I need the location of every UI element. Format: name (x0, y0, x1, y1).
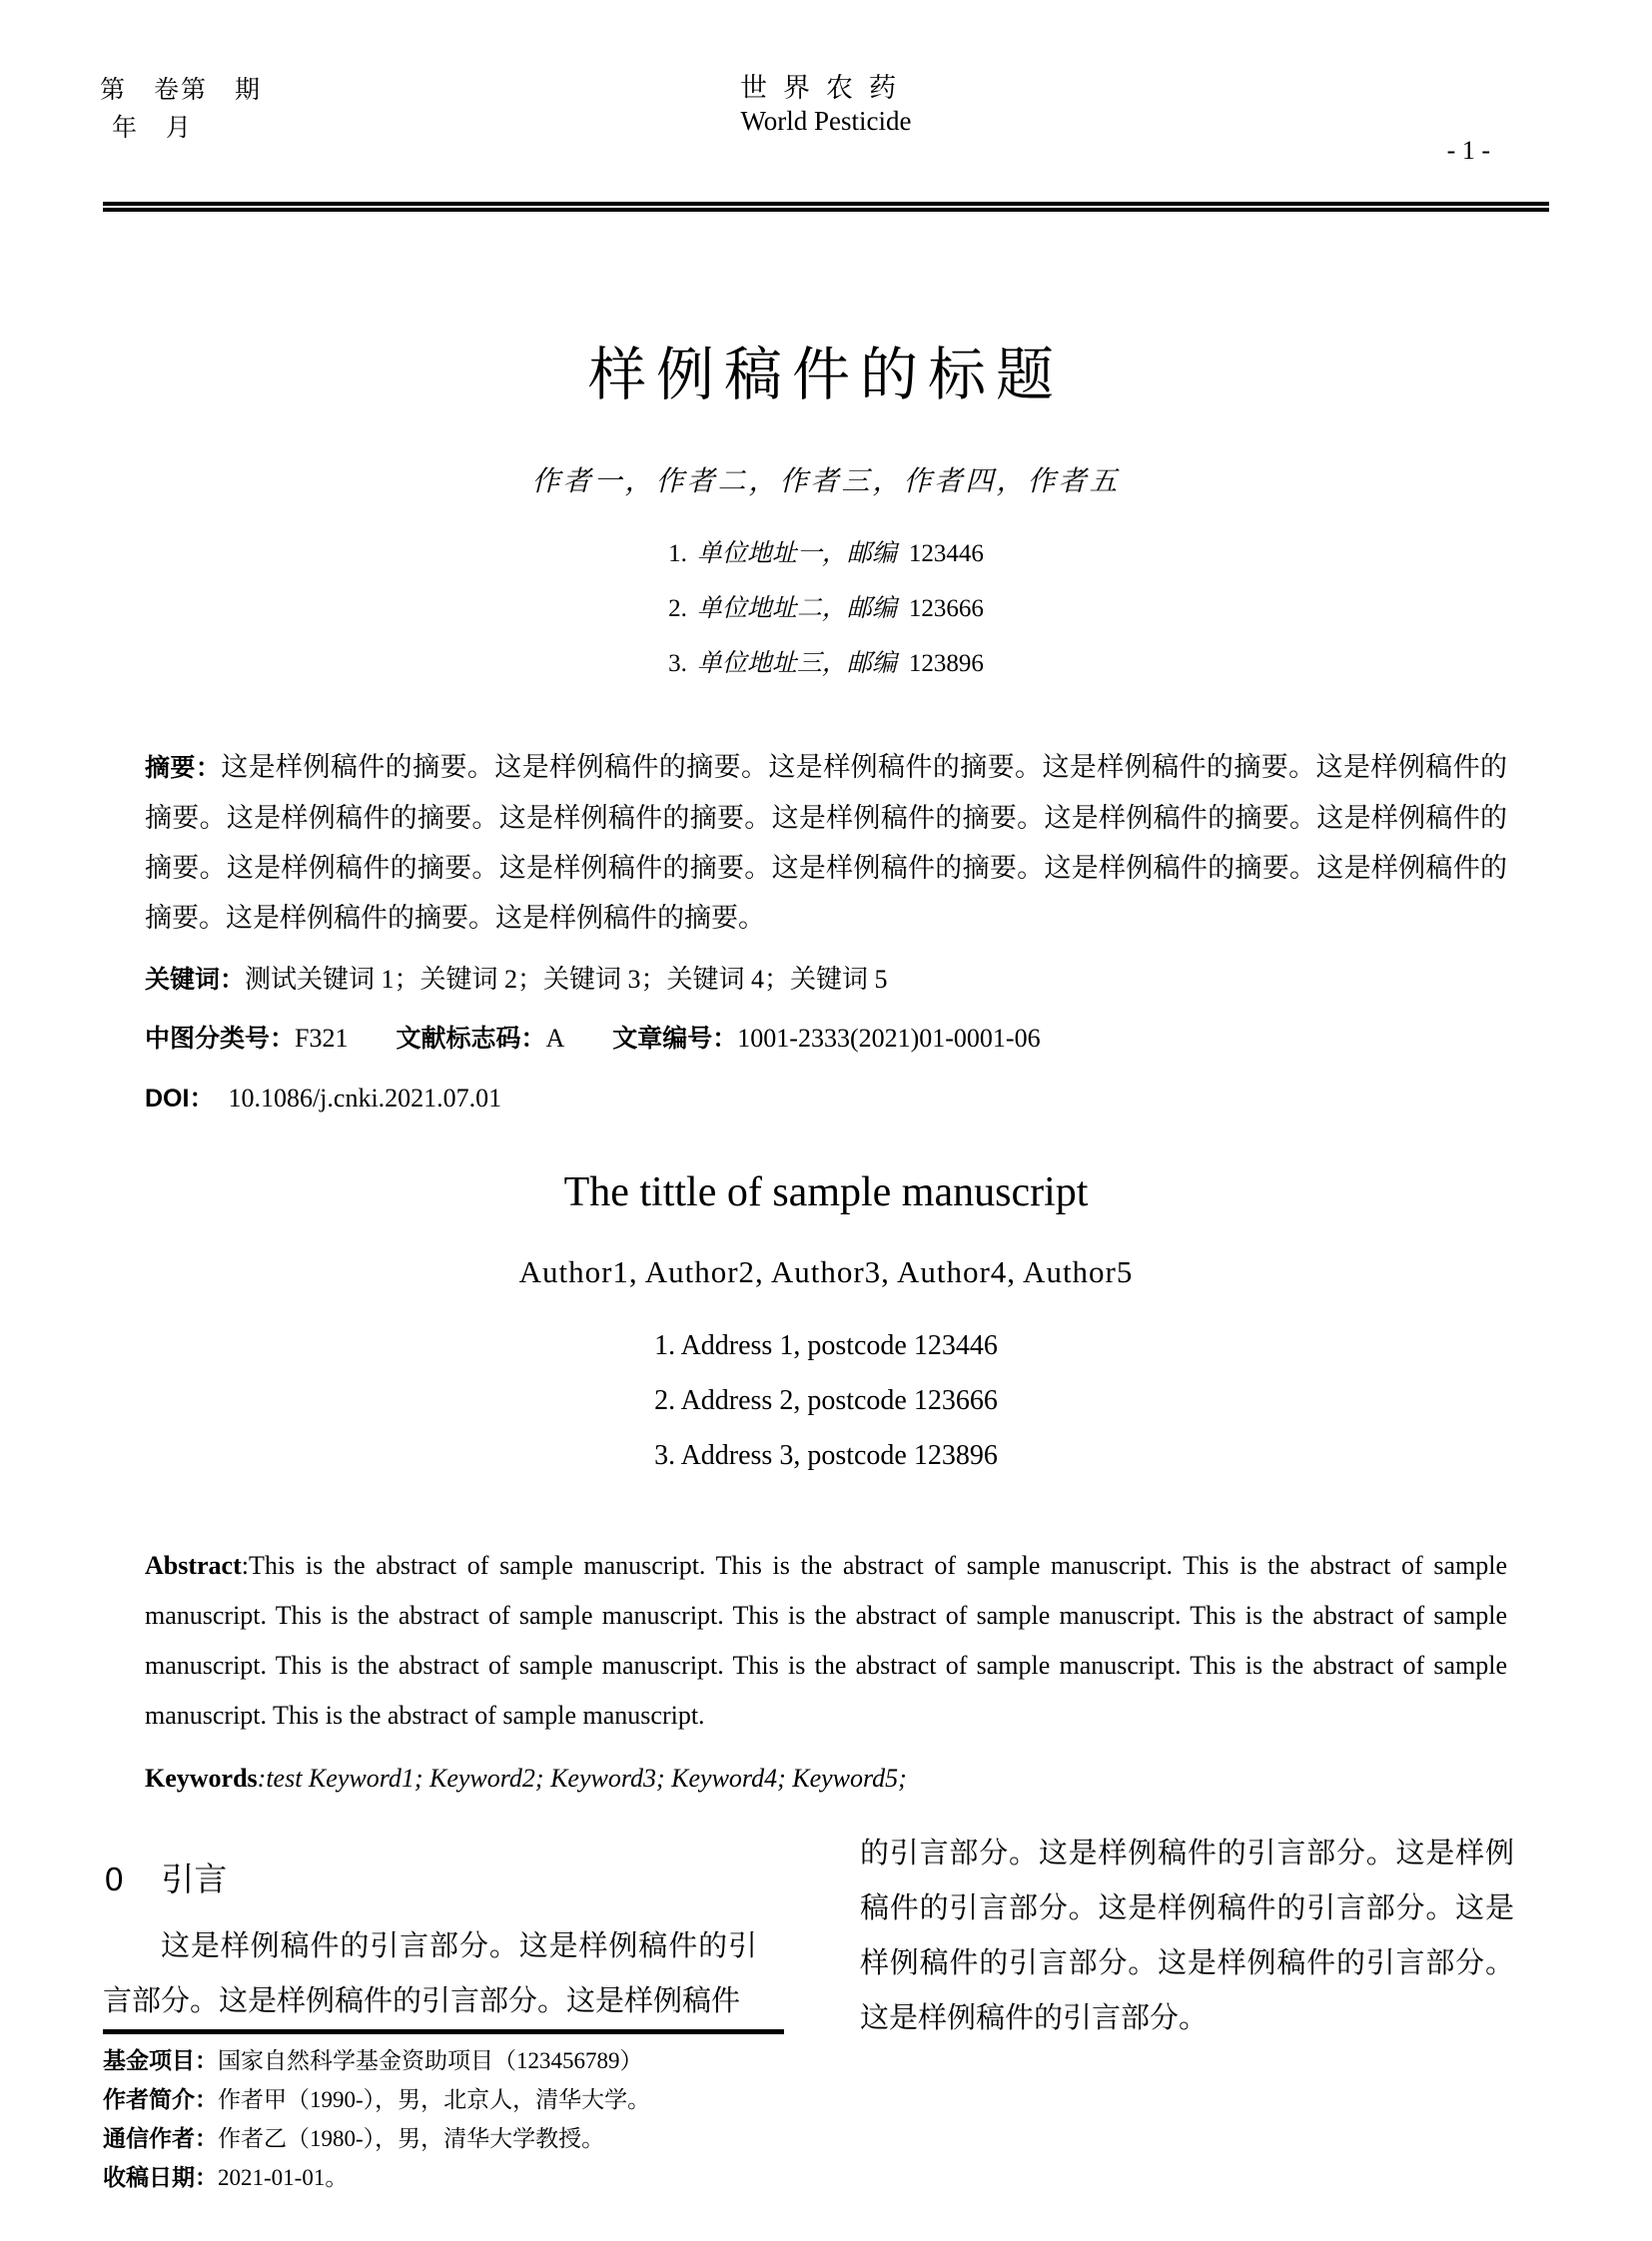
authors-cn: 作者一，作者二，作者三，作者四，作者五 (531, 466, 1121, 497)
footnote-received-date (103, 2158, 802, 2197)
abstract-en-text: :This is the abstract of sample manuscript. This is the abstract of sample manuscript. This is the abstract of sample manuscript. This is the abstract of sample manuscript. This is the abstract of sample manuscript. This is the abstract of sample manuscript. This is the abstract of sample manuscript. This is the abstract of sample manuscript. This is the abstract of sample manuscript. This is the abstract of sample manuscript. (145, 1551, 1507, 1730)
section-number: 0 (105, 1861, 124, 1897)
doc-code-label: 文献标志码： (396, 1025, 546, 1053)
footnote-author-bio-text: 作者甲（1990-），男，北京人，清华大学。 (218, 2087, 651, 2112)
footnote-fund (103, 2041, 802, 2080)
article-id-value: 1001-2333(2021)01-0001-06 (737, 1024, 1041, 1053)
keywords-cn (145, 959, 888, 996)
article-title-en: The tittle of sample manuscript (563, 1169, 1089, 1215)
footnote-rule (103, 2029, 784, 2034)
affiliation-number: 2. (668, 595, 687, 622)
header-double-rule (103, 202, 1549, 212)
affiliation-cn-2 (0, 588, 1652, 624)
affiliation-postcode: 123896 (908, 650, 984, 677)
affiliation-cn-3 (0, 643, 1652, 679)
abstract-cn (145, 742, 1507, 943)
affiliation-number: 1. (668, 540, 687, 567)
footnote-fund-label: 基金项目： (103, 2047, 218, 2073)
introduction-left-column: 这是样例稿件的引言部分。这是样例稿件的引言部分。这是样例稿件的引言部分。这是样例稿件 (103, 1930, 757, 2017)
footnote-corresponding-author-label: 通信作者： (103, 2125, 218, 2151)
affiliation-cn-1 (0, 533, 1652, 569)
abstract-cn-label: 摘要： (145, 754, 222, 782)
doi-label: DOI： (145, 1085, 215, 1113)
affiliation-en-1: 1. Address 1, postcode 123446 (654, 1330, 998, 1361)
keywords-cn-text: 测试关键词 1；关键词 2；关键词 3；关键词 4；关键词 5 (245, 965, 888, 994)
clc-value: F321 (295, 1024, 349, 1053)
affiliation-en-3: 3. Address 3, postcode 123896 (654, 1440, 998, 1471)
introduction-right-column: 的引言部分。这是样例稿件的引言部分。这是样例稿件的引言部分。这是样例稿件的引言部分。这是样例稿件的引言部分。这是样例稿件的引言部分。这是样例稿件的引言部分。 (860, 1838, 1514, 2034)
affiliation-text: 单位地址一，邮编 (696, 540, 897, 567)
header-volume-issue: 第 卷第 期 (100, 77, 263, 104)
authors-en: Author1, Author2, Author3, Author4, Author5 (518, 1254, 1134, 1289)
classification-line (145, 1019, 1041, 1055)
footnote-corresponding-author (103, 2119, 802, 2158)
affiliation-postcode: 123446 (908, 540, 984, 567)
header-year-month: 年 月 (112, 115, 194, 142)
keywords-en-label: Keywords (145, 1764, 258, 1793)
footnote-received-date-text: 2021-01-01。 (218, 2165, 349, 2190)
doi-line (145, 1079, 501, 1115)
affiliation-number: 3. (668, 650, 687, 677)
footnote-corresponding-author-text: 作者乙（1980-），男，清华大学教授。 (218, 2126, 605, 2151)
keywords-en (145, 1764, 907, 1794)
article-title-cn: 样例稿件的标题 (587, 343, 1064, 407)
section-heading-introduction (105, 1854, 227, 1900)
abstract-en-label: Abstract (145, 1551, 242, 1580)
article-id-label: 文章编号： (612, 1025, 738, 1053)
affiliation-postcode: 123666 (908, 595, 984, 622)
affiliation-text: 单位地址三，邮编 (696, 650, 897, 677)
footnote-received-date-label: 收稿日期： (103, 2164, 218, 2190)
affiliation-en-2: 2. Address 2, postcode 123666 (654, 1385, 998, 1416)
abstract-cn-text: 这是样例稿件的摘要。这是样例稿件的摘要。这是样例稿件的摘要。这是样例稿件的摘要。这是样例稿件的摘要。这是样例稿件的摘要。这是样例稿件的摘要。这是样例稿件的摘要。这是样例稿件的摘要。这是样例稿件的摘要。这是样例稿件的摘要。这是样例稿件的摘要。这是样例稿件的摘要。这是样例稿件的摘要。这是样例稿件的摘要。这是样例稿件的摘要。这是样例稿件的摘要。 (145, 752, 1507, 933)
doi-value: 10.1086/j.cnki.2021.07.01 (228, 1084, 502, 1113)
doc-code-value: A (545, 1024, 565, 1053)
footnote-author-bio (103, 2080, 802, 2119)
header-page-number: - 1 - (1446, 136, 1490, 165)
footnote-fund-text: 国家自然科学基金资助项目（123456789） (218, 2048, 643, 2073)
keywords-cn-label: 关键词： (145, 966, 246, 994)
affiliation-text: 单位地址二，邮编 (696, 595, 897, 622)
abstract-en (145, 1541, 1507, 1741)
section-title: 引言 (161, 1861, 228, 1897)
keywords-en-text: :test Keyword1; Keyword2; Keyword3; Keyword4; Keyword5; (257, 1764, 907, 1793)
header-journal-title-en: World Pesticide (740, 106, 912, 136)
footnote-block (103, 2041, 802, 2197)
clc-label: 中图分类号： (145, 1025, 296, 1053)
header-journal-title-cn: 世界农药 (740, 73, 912, 103)
footnote-author-bio-label: 作者简介： (103, 2086, 218, 2112)
